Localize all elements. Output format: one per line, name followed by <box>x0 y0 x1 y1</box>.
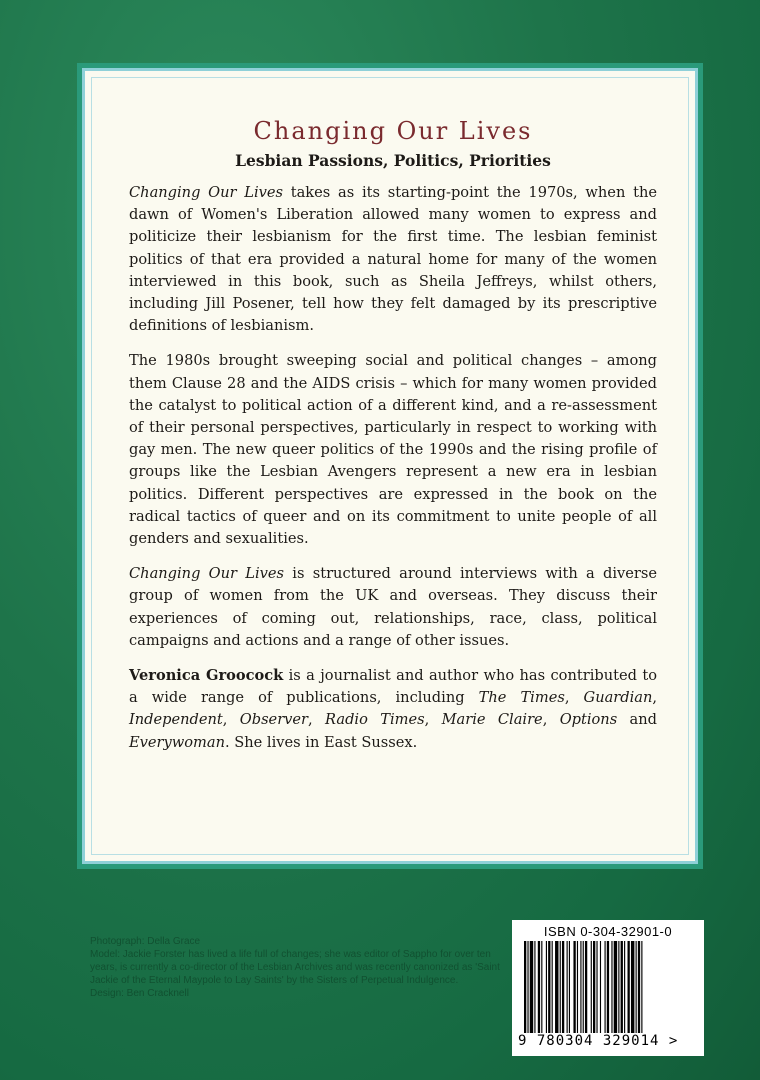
barcode-bar <box>569 941 570 1033</box>
barcode-bar <box>530 941 533 1033</box>
barcode-block <box>512 920 704 1056</box>
barcode-bar <box>583 941 584 1033</box>
barcode-bar <box>628 941 630 1033</box>
barcode-bar <box>605 941 606 1033</box>
paragraph-text: takes as its starting-point the 1970s, when the dawn of Women's Liberation allowed many women to express and politicize their lesbianism for the first time. The lesbian feminist politics of that era provided a natural home for many of the women interviewed in this book, such as Sheila Jeffreys, whilst others, including Jill Posener, tell how they felt damaged by its prescriptive definitions of lesbianism. <box>129 184 657 335</box>
barcode-bar <box>641 941 642 1033</box>
isbn-label: ISBN 0-304-32901-0 <box>543 924 673 939</box>
publication-name: Guardian <box>583 689 653 707</box>
barcode-bar <box>618 941 619 1033</box>
barcode-bar <box>527 941 528 1033</box>
model-credit: Model: Jackie Forster has lived a life full of changes; she was editor of Sappho for over ten years, is currently a co-director of the Lesbian Archives and was recently canonized as 'Saint Jackie of the Eternal Maypole to Lay Saints' by the Sisters of Perpetual Indulgence. <box>90 949 500 986</box>
separator: and <box>617 711 657 729</box>
ean-number: 9 780304 329014 > <box>518 1033 679 1049</box>
publication-name: Independent <box>129 711 223 729</box>
barcode-bar <box>560 941 561 1033</box>
author-name: Veronica Groocock <box>129 667 284 685</box>
barcode-bar <box>591 941 592 1033</box>
bio-text: is a journalist and author who has contributed to a wide range of publications, including <box>129 667 657 707</box>
barcode-bar <box>585 941 587 1033</box>
barcode-bar <box>538 941 540 1033</box>
barcode-bar <box>611 941 612 1033</box>
barcode-bar <box>636 941 637 1033</box>
barcode-bar <box>600 941 601 1033</box>
author-bio <box>129 665 657 754</box>
barcode-bar <box>624 941 625 1033</box>
cover-credits <box>90 935 510 1000</box>
publication-name: Options <box>559 711 618 729</box>
barcode-bar <box>534 941 535 1033</box>
separator: , <box>222 711 240 729</box>
bio-text: . She lives in East Sussex. <box>224 733 418 751</box>
design-credit: Design: Ben Cracknell <box>90 988 189 999</box>
paragraph-text: The 1980s brought sweeping social and political changes – among them Clause 28 and the AIDS crisis – which for many women provided the catalyst to political action of a different kind, and a re-assessment of their personal perspectives, particularly in respect to working with gay men. The new queer politics of the 1990s and the rising profile of groups like the Lesbian Avengers represent a new era in lesbian politics. Different perspectives are expressed in the book on the radical tactics of queer and on its commitment to unite people of all genders and sexualities. <box>129 352 657 548</box>
separator: , <box>308 711 326 729</box>
blurb-paragraph-1 <box>129 182 657 337</box>
publication-name: Everywoman <box>129 733 225 751</box>
barcode-bar <box>638 941 640 1033</box>
barcode-bar <box>524 941 526 1033</box>
photo-credit: Photograph: Della Grace <box>90 936 201 947</box>
separator: , <box>652 689 658 707</box>
barcode-bar <box>577 941 578 1033</box>
barcode-bar <box>546 941 547 1033</box>
barcode-bar <box>593 941 595 1033</box>
barcode-bar <box>567 941 568 1033</box>
barcode-bar <box>621 941 623 1033</box>
barcode-bar <box>552 941 553 1033</box>
publication-name: Observer <box>239 711 309 729</box>
separator: , <box>424 711 442 729</box>
barcode-bar <box>555 941 558 1033</box>
blurb-panel <box>82 68 698 864</box>
barcode-bar <box>573 941 575 1033</box>
separator: , <box>564 689 584 707</box>
publication-name: The Times <box>478 689 565 707</box>
barcode-bars <box>518 941 698 1033</box>
paragraph-text: is structured around interviews with a diverse group of women from the UK and overseas. They discuss their experiences of coming out, relationships, race, class, political campaigns and actions and a range of other issues. <box>129 565 657 649</box>
barcode-bar <box>607 941 609 1033</box>
barcode-bar <box>562 941 564 1033</box>
book-title-inline: Changing Our Lives <box>129 565 285 583</box>
barcode-bar <box>580 941 581 1033</box>
barcode-bar <box>548 941 550 1033</box>
barcode-bar <box>631 941 634 1033</box>
barcode-bar <box>596 941 597 1033</box>
separator: , <box>542 711 560 729</box>
blurb-paragraph-3 <box>129 563 657 652</box>
book-title: Changing Our Lives <box>253 117 533 145</box>
publication-name: Radio Times <box>325 711 425 729</box>
barcode-bar <box>614 941 617 1033</box>
blurb-paragraph-2 <box>129 350 657 550</box>
book-subtitle: Lesbian Passions, Politics, Priorities <box>235 151 551 170</box>
barcode-bar <box>541 941 542 1033</box>
book-title-inline: Changing Our Lives <box>129 184 283 201</box>
publication-name: Marie Claire <box>441 711 543 729</box>
